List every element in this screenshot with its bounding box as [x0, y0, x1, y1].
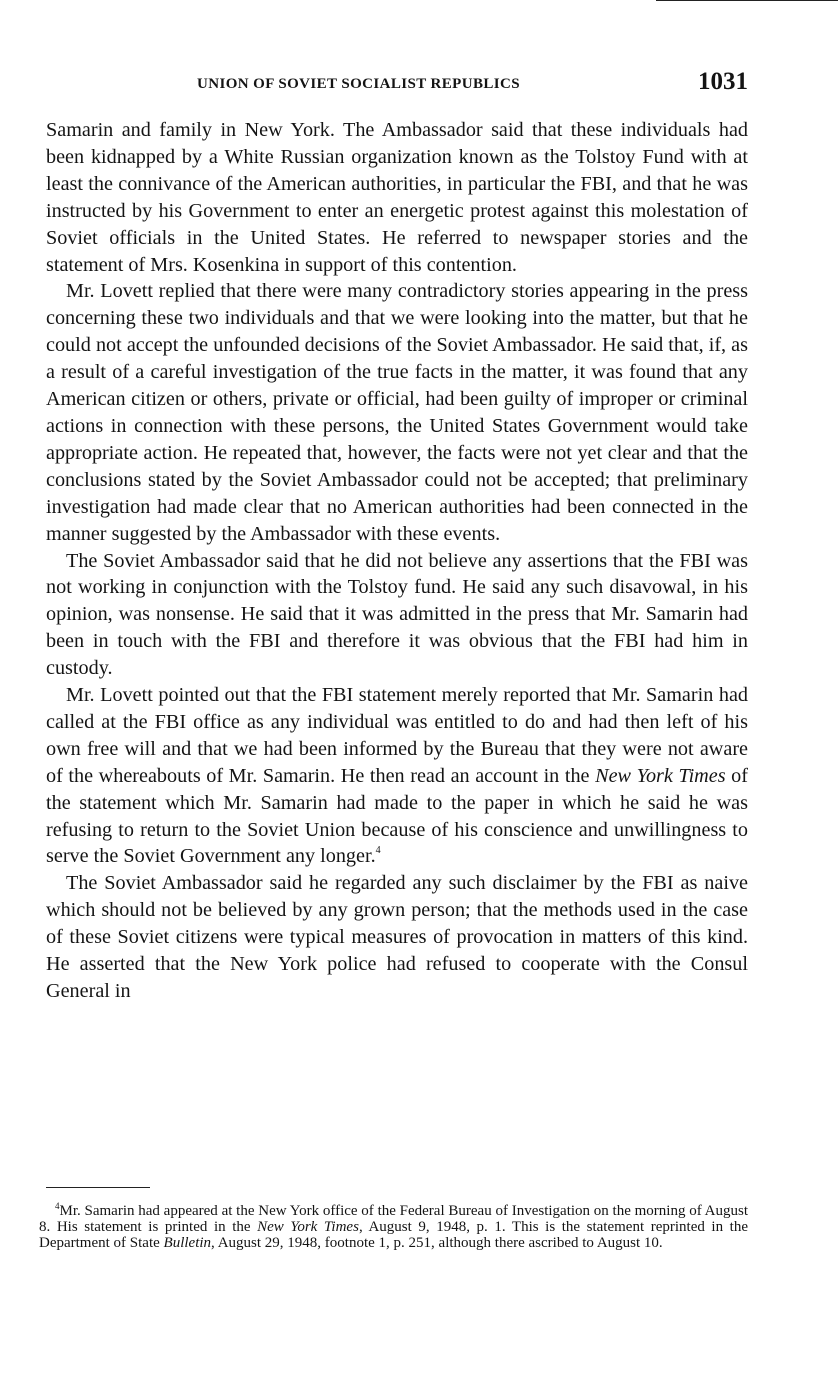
paragraph-text: The Soviet Ambassador said that he did not believe any assertions that the FBI was not working in conjunction with the Tolstoy fund. He said any such disavowal, in his opinion, was nonsense. He said that it was admitted in the press that Mr. Samarin had been in touch with the FBI and therefore it was obvious that the FBI had him in custody.: [46, 549, 748, 680]
footnote-separator: [46, 1187, 150, 1188]
footnote-marker: 4: [55, 1201, 60, 1211]
page-corner-rule: [656, 0, 838, 1]
paragraph-text: Mr. Lovett replied that there were many contradictory stories appearing in the press concerning these two individuals and that we were looking into the matter, but that he could not accept the unfounded decisions of the Soviet Ambassador. He said that, if, as a result of a careful investigation of the true facts in the matter, it was found that any American citizen or others, private or official, had been guilty of improper or criminal actions in connection with these persons, the United States Government would take appropriate action. He repeated that, however, the facts were not yet clear and that the conclusions stated by the Soviet Ambassador could not be accepted; that preliminary investigation had made clear that no American authorities had been connected in the manner suggested by the Ambassador with these events.: [46, 280, 748, 545]
paragraph-text: Mr. Lovett pointed out that the FBI statement merely reported that Mr. Samarin had called at the FBI office as any individual was entitled to do and had then left of his own free will and that we had been informed by the Bureau that they were not aware of the whereabouts of Mr. Samarin. He then read an account in the: [46, 684, 748, 787]
publication-title: Bulletin: [163, 1235, 212, 1251]
footnote-text: , August 29, 1948, footnote 1, p. 251, although there ascribed to August 10.: [211, 1235, 663, 1251]
footnote: [39, 1203, 748, 1251]
paragraph: [46, 682, 748, 870]
paragraph-continuation: [46, 117, 748, 278]
page-header: [46, 68, 748, 102]
paragraph-text: The Soviet Ambassador said he regarded any such disclaimer by the FBI as naive which should not be believed by any grown person; that the methods used in the case of these Soviet citizens were typical measures of provocation in matters of this kind. He asserted that the New York police had refused to cooperate with the Consul General in: [46, 872, 748, 1002]
footnote-text: , August 9, 1948, p. 1. This is the statement reprinted in the Department of State: [39, 1219, 749, 1251]
paragraph: [46, 278, 748, 547]
newspaper-title: New York Times: [257, 1219, 359, 1235]
newspaper-title: New York Times: [595, 764, 726, 787]
paragraph: [46, 548, 748, 683]
running-head: UNION OF SOVIET SOCIALIST REPUBLICS: [197, 76, 520, 92]
footnote-text: Mr. Samarin had appeared at the New York office of the Federal Bureau of Investigation on the morning of August 8. His statement is printed in the: [39, 1203, 748, 1235]
paragraph-text: of the statement which Mr. Samarin had made to the paper in which he said he was refusing to return to the Soviet Union because of his conscience and unwillingness to serve the Soviet Government any longer.: [46, 764, 748, 868]
footnote-reference: 4: [375, 845, 381, 857]
body-text: [46, 117, 748, 1005]
paragraph: [46, 870, 748, 1005]
paragraph-text: Samarin and family in New York. The Ambassador said that these individuals had been kidnapped by a White Russian organization known as the Tolstoy Fund with at least the connivance of the American authorities, in particular the FBI, and that he was instructed by his Government to enter an energetic protest against this molestation of Soviet officials in the United States. He referred to newspaper stories and the statement of Mrs. Kosenkina in support of this contention.: [46, 119, 748, 276]
page-number: 1031: [698, 68, 748, 95]
